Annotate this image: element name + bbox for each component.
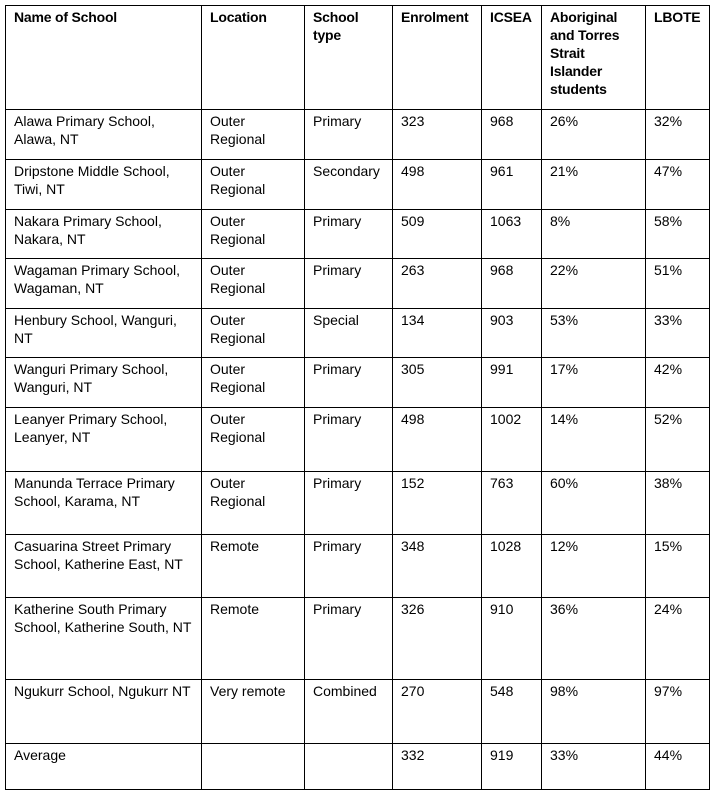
cell-lbote: 52% — [646, 408, 710, 472]
cell-lbote: 33% — [646, 309, 710, 358]
cell-lbote: 42% — [646, 358, 710, 408]
cell-atsi-students: 12% — [542, 535, 646, 598]
cell-atsi-students: 26% — [542, 110, 646, 160]
cell-school-name: Casuarina Street Primary School, Katherine East, NT — [6, 535, 202, 598]
table-body — [6, 110, 710, 790]
cell-school-type: Secondary — [305, 160, 393, 210]
cell-location: Outer Regional — [202, 408, 305, 472]
cell-lbote: 97% — [646, 680, 710, 744]
cell-icsea: 763 — [482, 472, 542, 535]
cell-school-name: Average — [6, 744, 202, 790]
cell-enrolment: 134 — [393, 309, 482, 358]
cell-location: Outer Regional — [202, 160, 305, 210]
cell-icsea: 961 — [482, 160, 542, 210]
cell-school-name: Henbury School, Wanguri, NT — [6, 309, 202, 358]
table-row — [6, 210, 710, 259]
cell-enrolment: 152 — [393, 472, 482, 535]
cell-location: Outer Regional — [202, 110, 305, 160]
cell-atsi-students: 14% — [542, 408, 646, 472]
cell-lbote: 44% — [646, 744, 710, 790]
cell-icsea: 1063 — [482, 210, 542, 259]
header-name-of-school: Name of School — [6, 6, 202, 110]
table-row — [6, 309, 710, 358]
table-row — [6, 535, 710, 598]
cell-location: Outer Regional — [202, 358, 305, 408]
cell-icsea: 1002 — [482, 408, 542, 472]
cell-school-name: Dripstone Middle School, Tiwi, NT — [6, 160, 202, 210]
table-row — [6, 358, 710, 408]
table-row — [6, 259, 710, 309]
cell-enrolment: 323 — [393, 110, 482, 160]
cell-icsea: 1028 — [482, 535, 542, 598]
schools-table — [5, 5, 710, 790]
cell-enrolment: 326 — [393, 598, 482, 680]
cell-atsi-students: 53% — [542, 309, 646, 358]
cell-icsea: 968 — [482, 259, 542, 309]
cell-school-type: Primary — [305, 358, 393, 408]
cell-school-type: Primary — [305, 472, 393, 535]
cell-atsi-students: 8% — [542, 210, 646, 259]
cell-location: Remote — [202, 535, 305, 598]
cell-school-name: Nakara Primary School, Nakara, NT — [6, 210, 202, 259]
cell-location — [202, 744, 305, 790]
cell-location: Outer Regional — [202, 309, 305, 358]
cell-location: Remote — [202, 598, 305, 680]
cell-enrolment: 348 — [393, 535, 482, 598]
cell-atsi-students: 36% — [542, 598, 646, 680]
cell-school-name: Ngukurr School, Ngukurr NT — [6, 680, 202, 744]
header-row — [6, 6, 710, 110]
cell-location: Very remote — [202, 680, 305, 744]
cell-lbote: 58% — [646, 210, 710, 259]
cell-lbote: 24% — [646, 598, 710, 680]
cell-school-name: Leanyer Primary School, Leanyer, NT — [6, 408, 202, 472]
cell-school-type: Primary — [305, 210, 393, 259]
cell-school-type: Primary — [305, 259, 393, 309]
cell-school-type: Special — [305, 309, 393, 358]
table-row — [6, 408, 710, 472]
cell-icsea: 910 — [482, 598, 542, 680]
table-row — [6, 160, 710, 210]
table-row — [6, 110, 710, 160]
cell-lbote: 47% — [646, 160, 710, 210]
cell-lbote: 38% — [646, 472, 710, 535]
header-lbote: LBOTE — [646, 6, 710, 110]
cell-school-type: Primary — [305, 408, 393, 472]
cell-atsi-students: 21% — [542, 160, 646, 210]
cell-school-name: Manunda Terrace Primary School, Karama, NT — [6, 472, 202, 535]
cell-enrolment: 305 — [393, 358, 482, 408]
header-icsea: ICSEA — [482, 6, 542, 110]
cell-atsi-students: 98% — [542, 680, 646, 744]
cell-atsi-students: 22% — [542, 259, 646, 309]
table-header — [6, 6, 710, 110]
cell-enrolment: 263 — [393, 259, 482, 309]
cell-icsea: 968 — [482, 110, 542, 160]
header-atsi-students: Aboriginal and Torres Strait Islander students — [542, 6, 646, 110]
cell-school-type: Combined — [305, 680, 393, 744]
cell-enrolment: 270 — [393, 680, 482, 744]
cell-school-name: Wanguri Primary School, Wanguri, NT — [6, 358, 202, 408]
cell-atsi-students: 33% — [542, 744, 646, 790]
cell-location: Outer Regional — [202, 472, 305, 535]
header-school-type: School type — [305, 6, 393, 110]
cell-icsea: 903 — [482, 309, 542, 358]
cell-location: Outer Regional — [202, 259, 305, 309]
cell-atsi-students: 17% — [542, 358, 646, 408]
cell-school-type: Primary — [305, 110, 393, 160]
table-row — [6, 680, 710, 744]
cell-lbote: 15% — [646, 535, 710, 598]
cell-school-type — [305, 744, 393, 790]
cell-school-name: Katherine South Primary School, Katherine South, NT — [6, 598, 202, 680]
header-location: Location — [202, 6, 305, 110]
average-row — [6, 744, 710, 790]
cell-school-name: Wagaman Primary School, Wagaman, NT — [6, 259, 202, 309]
cell-school-type: Primary — [305, 535, 393, 598]
cell-enrolment: 498 — [393, 160, 482, 210]
table-row — [6, 598, 710, 680]
cell-enrolment: 509 — [393, 210, 482, 259]
cell-location: Outer Regional — [202, 210, 305, 259]
cell-enrolment: 332 — [393, 744, 482, 790]
cell-enrolment: 498 — [393, 408, 482, 472]
cell-atsi-students: 60% — [542, 472, 646, 535]
cell-lbote: 32% — [646, 110, 710, 160]
table-row — [6, 472, 710, 535]
cell-school-name: Alawa Primary School, Alawa, NT — [6, 110, 202, 160]
header-enrolment: Enrolment — [393, 6, 482, 110]
cell-icsea: 991 — [482, 358, 542, 408]
cell-school-type: Primary — [305, 598, 393, 680]
cell-icsea: 919 — [482, 744, 542, 790]
cell-lbote: 51% — [646, 259, 710, 309]
cell-icsea: 548 — [482, 680, 542, 744]
